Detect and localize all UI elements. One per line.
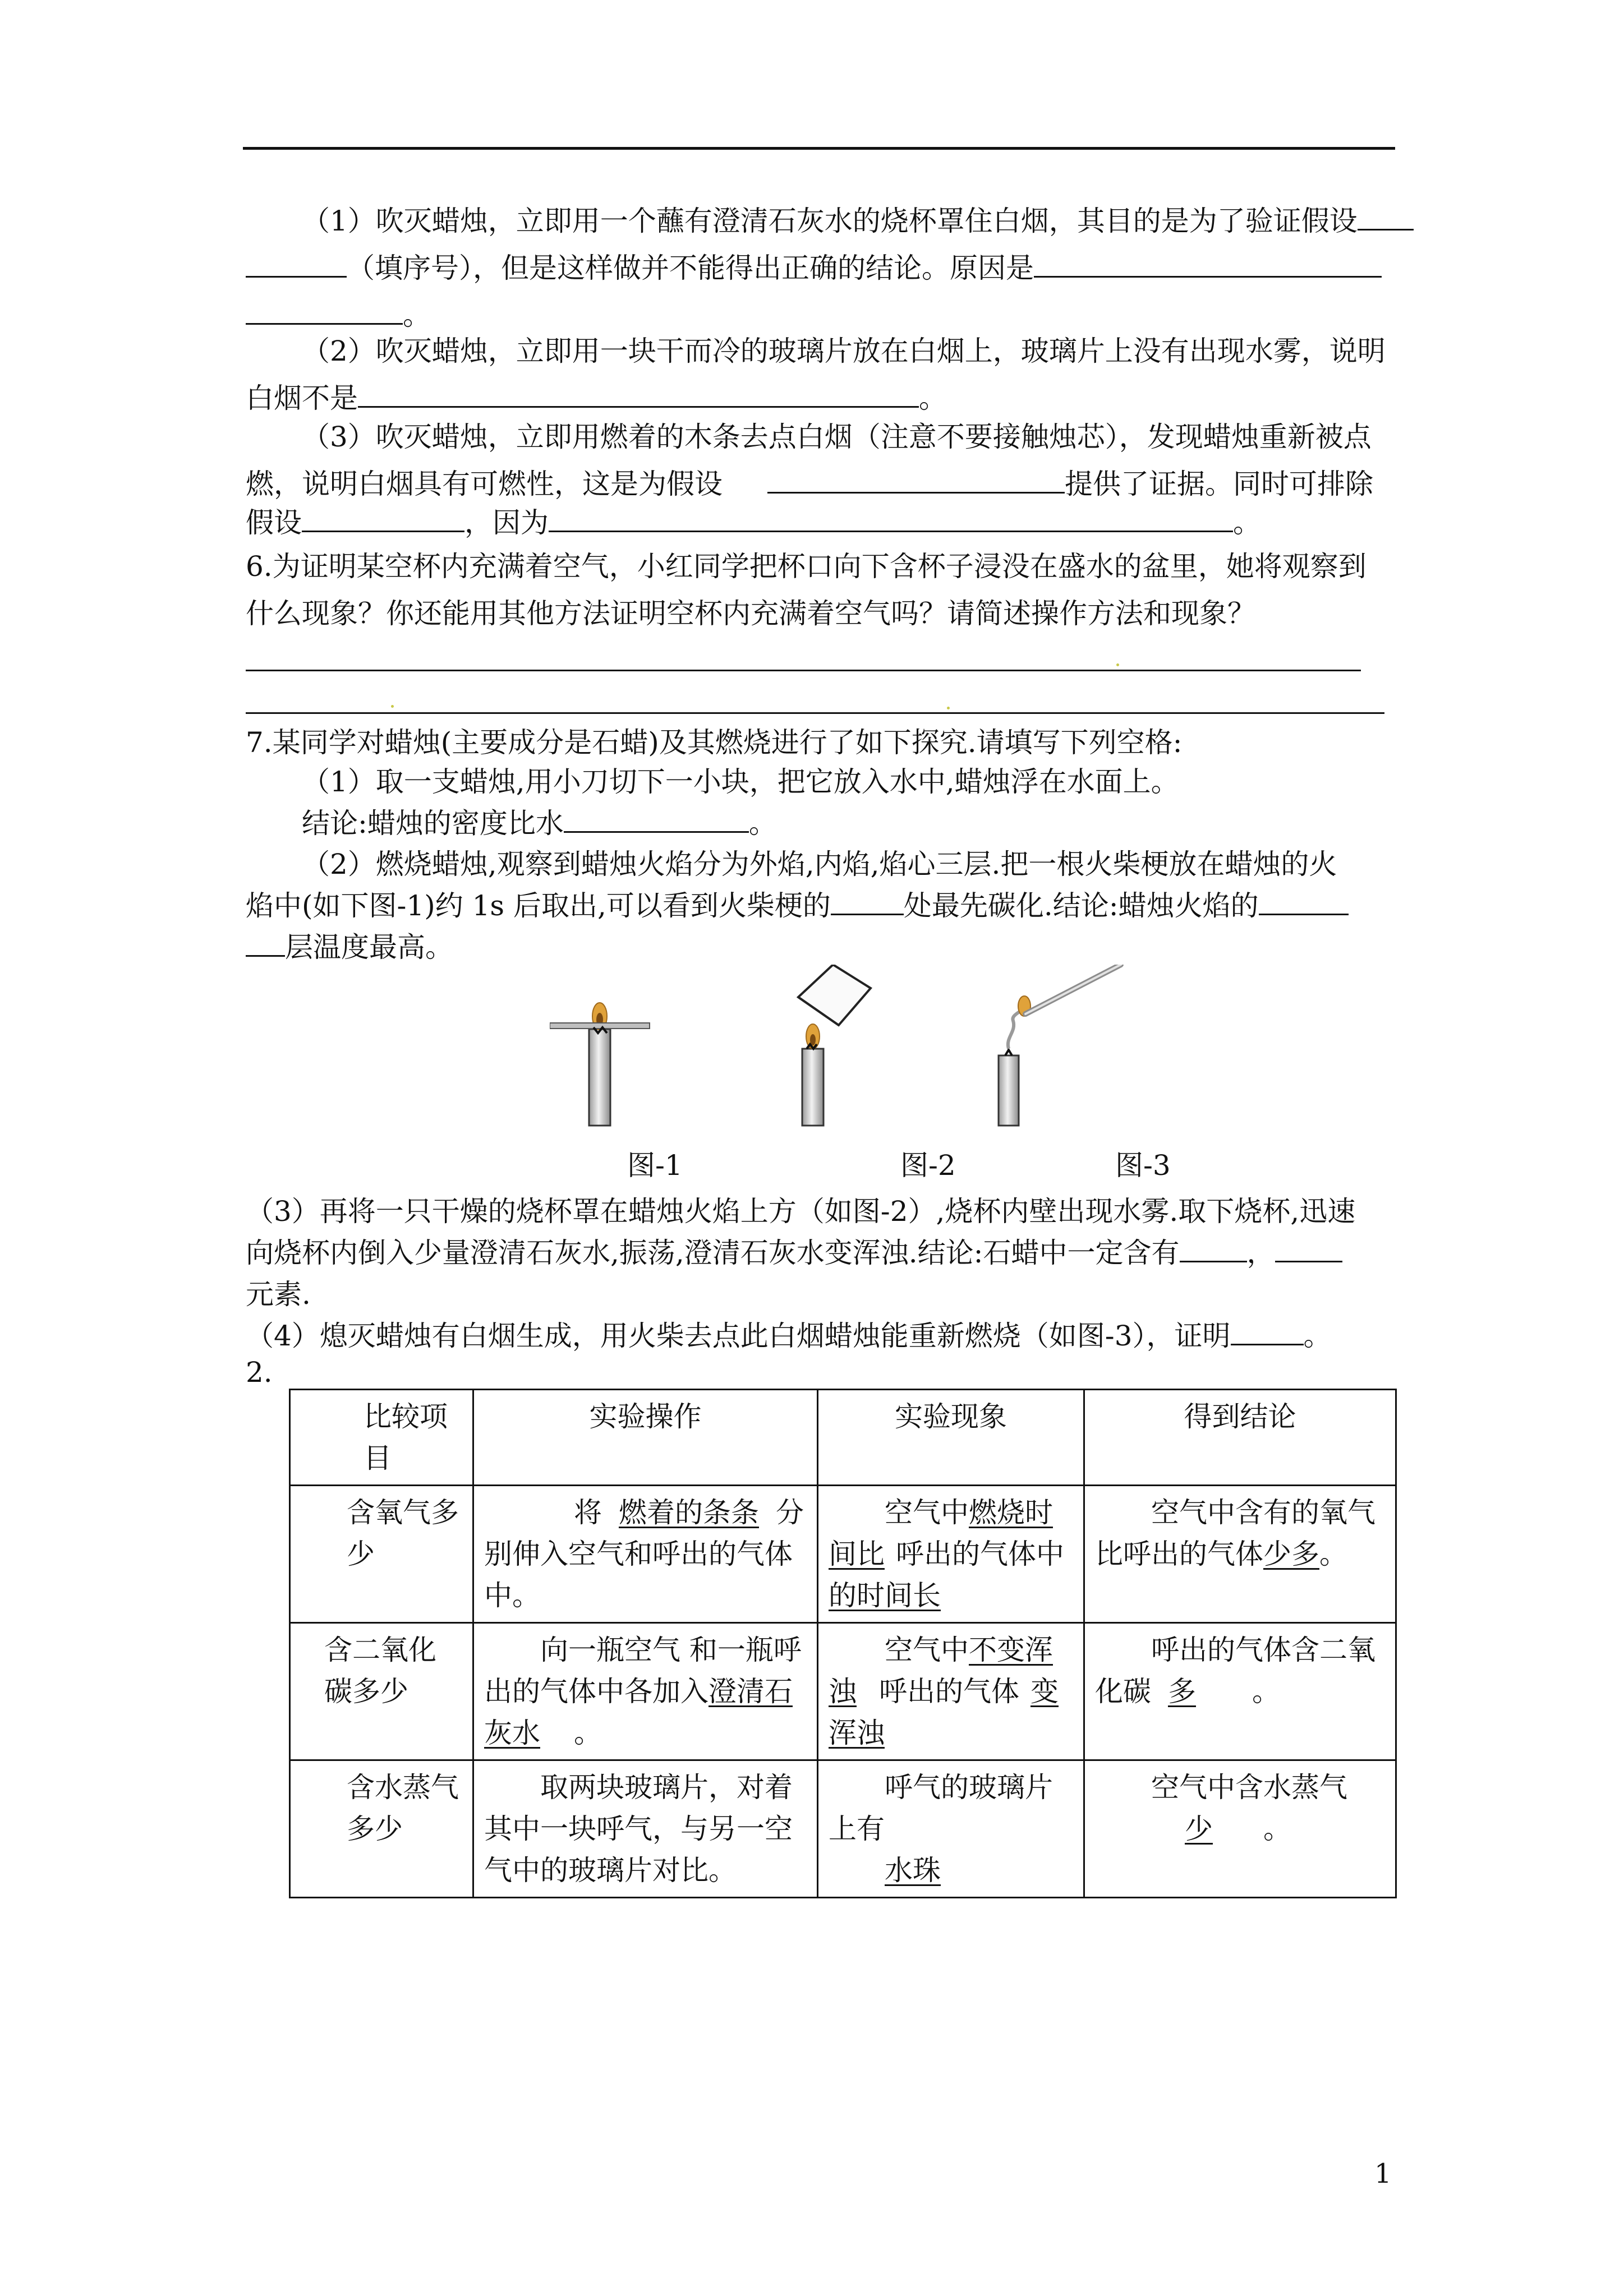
row2-item: 含二氧化碳多少	[290, 1623, 473, 1760]
row2-phenomenon	[818, 1623, 1084, 1760]
q7-part1	[246, 758, 1452, 805]
q5-part3-text-c2: ，因为	[464, 506, 549, 539]
row2-op-text: 向一瓶空气 和一瓶呼出的气体中各加入	[484, 1634, 802, 1708]
punct: 。	[1319, 1538, 1347, 1570]
header-phenomenon: 实验现象	[818, 1390, 1084, 1486]
answer-blank[interactable]	[1358, 200, 1414, 230]
answer-blank[interactable]	[246, 294, 403, 325]
row1-ph-text: 空气中	[885, 1496, 969, 1529]
q5-part3-line3	[246, 499, 1396, 546]
q5-part2-line1	[246, 328, 1452, 375]
q6-text-line2: 什么现象？你还能用其他方法证明空杯内充满着空气吗？请简述操作方法和现象？	[246, 597, 1255, 630]
answer-blank[interactable]	[831, 884, 904, 915]
q5-part2-text-a: （2）吹灭蜡烛，立即用一块干而冷的玻璃片放在白烟上，玻璃片上没有出现水雾，说明	[302, 335, 1386, 367]
table-row	[290, 1623, 1396, 1760]
q5-part1-text-a: （1）吹灭蜡烛，立即用一个蘸有澄清石灰水的烧杯罩住白烟，其目的是为了验证假设	[302, 205, 1358, 237]
row1-con-answer[interactable]: 少多	[1263, 1538, 1319, 1570]
q7-part3-line1	[246, 1188, 1396, 1235]
q5-part1-line1	[246, 197, 1452, 245]
row2-ph-answer-2[interactable]: 变浑浊	[829, 1675, 1059, 1749]
q7-part3-text-c: 元素.	[246, 1278, 311, 1311]
row3-ph-answer[interactable]: 水珠	[885, 1854, 941, 1887]
row1-item: 含氧气多少	[290, 1486, 473, 1623]
q7-part2-line3	[246, 924, 1396, 971]
figure-1-candle-with-match	[550, 1003, 650, 1126]
q6-answer-line-1[interactable]	[246, 670, 1361, 671]
row2-conclusion	[1084, 1623, 1396, 1760]
row2-con-text: 呼出的气体含二氧化碳	[1095, 1634, 1375, 1708]
punct: 。	[1303, 1320, 1332, 1352]
answer-blank[interactable]	[564, 802, 749, 833]
figure-3-relighting-smoke	[999, 965, 1121, 1126]
row1-operation	[473, 1486, 818, 1623]
row3-conclusion	[1084, 1760, 1396, 1898]
answer-blank[interactable]	[358, 377, 919, 408]
row2-ph-text-b: 呼出的气体	[879, 1675, 1019, 1708]
q7-part1-conclusion	[246, 800, 1452, 847]
q6-answer-line-2[interactable]	[246, 712, 1384, 714]
row1-ph-answer-2[interactable]: 的时间长	[829, 1579, 941, 1612]
table-row	[290, 1486, 1396, 1623]
figure-3-label: 图-3	[1115, 1149, 1171, 1182]
q7-part1-conclusion-text: 结论:蜡烛的密度比水	[302, 807, 564, 840]
q5-part3-text-b2: 提供了证据。同时可排除	[1065, 468, 1373, 500]
answer-blank[interactable]	[1259, 884, 1349, 915]
q6-line1	[246, 543, 1396, 590]
table-header-row	[290, 1390, 1396, 1486]
answer-blank[interactable]	[1034, 247, 1382, 278]
header-conclusion: 得到结论	[1084, 1390, 1396, 1486]
candle-figures	[550, 965, 1144, 1133]
q7-part3-text-b1: 向烧杯内倒入少量澄清石灰水,振荡,澄清石灰水变浑浊.结论:石蜡中一定含有	[246, 1237, 1180, 1269]
punct: 。	[748, 807, 777, 840]
row3-ph-text: 呼气的玻璃片上有	[829, 1771, 1053, 1845]
q5-part1-text-b: （填序号），但是这样做并不能得出正确的结论。原因是	[347, 252, 1034, 284]
row3-con-text: 空气中含水蒸气	[1151, 1771, 1347, 1804]
row1-con-text: 空气中含有的氧气比呼出的气体	[1095, 1496, 1375, 1570]
q5-part3-line1	[246, 413, 1452, 460]
figure-1-label: 图-1	[627, 1149, 683, 1182]
q5-part3-text-b1: 燃，说明白烟具有可燃性，这是为假设	[246, 468, 723, 500]
row1-op-text: 将	[574, 1496, 602, 1529]
header-rule	[243, 147, 1395, 150]
q7-part3-line3	[246, 1271, 1396, 1318]
q7-part2-text-c: 层温度最高。	[285, 931, 453, 963]
row2-con-answer[interactable]: 多	[1168, 1675, 1196, 1708]
q7-part3-text-a: （3）再将一只干燥的烧杯罩在蜡烛火焰上方（如图-2）,烧杯内壁出现水雾.取下烧杯,迅速	[246, 1195, 1356, 1228]
punct: 。	[919, 382, 947, 414]
row2-ph-text: 空气中	[885, 1634, 969, 1666]
q7-part1-text: （1）取一支蜡烛,用小刀切下一小块，把它放入水中,蜡烛浮在水面上。	[302, 766, 1179, 798]
q2-number: 2.	[246, 1356, 273, 1389]
comparison-table	[289, 1389, 1397, 1898]
q7-part3-line2	[246, 1229, 1396, 1276]
row3-operation	[473, 1760, 818, 1898]
row1-ph-text-b: 呼出的气体中	[896, 1538, 1064, 1570]
figure-2-candle-with-beaker	[798, 965, 871, 1126]
punct: 。	[403, 299, 431, 331]
answer-blank[interactable]	[1180, 1232, 1247, 1262]
table-row	[290, 1760, 1396, 1898]
row3-phenomenon	[818, 1760, 1084, 1898]
speck	[1116, 663, 1119, 666]
punct: 。	[1252, 1675, 1280, 1708]
row3-con-answer[interactable]: 少	[1185, 1813, 1213, 1845]
row1-conclusion	[1084, 1486, 1396, 1623]
row1-ph-answer-1[interactable]: 燃烧时间比	[829, 1496, 1053, 1570]
figure-2-label: 图-2	[900, 1149, 956, 1182]
answer-blank[interactable]	[302, 501, 464, 532]
row1-op-text-b: 分别伸入空气和呼出的气体中。	[484, 1496, 804, 1612]
row3-op-text: 取两块玻璃片，对着其中一块呼气，与另一空气中的玻璃片对比。	[484, 1771, 793, 1887]
answer-blank[interactable]	[767, 463, 1065, 494]
q5-part3-text-c1: 假设	[246, 506, 302, 539]
speck	[391, 705, 394, 708]
q6-line2	[246, 590, 1396, 637]
q5-part2-text-b: 白烟不是	[246, 382, 358, 414]
q7-part2-line2	[246, 882, 1396, 929]
row3-item: 含水蒸气多少	[290, 1760, 473, 1898]
answer-blank[interactable]	[246, 247, 347, 278]
row1-op-answer[interactable]: 燃着的条条	[619, 1496, 759, 1529]
answer-blank[interactable]	[549, 501, 1233, 532]
q7-part2-text-b2: 处最先碳化.结论:蜡烛火焰的	[903, 889, 1259, 922]
q7-part4-text-a: （4）熄灭蜡烛有白烟生成，用火柴去点此白烟蜡烛能重新燃烧（如图-3），证明	[246, 1320, 1231, 1352]
q7-part2-line1	[246, 841, 1452, 888]
q5-part1-line2	[246, 245, 1396, 292]
row2-op-answer[interactable]: 澄清石灰水	[484, 1675, 793, 1749]
answer-blank[interactable]	[1231, 1315, 1304, 1345]
q7-part2-text-a: （2）燃烧蜡烛,观察到蜡烛火焰分为外焰,内焰,焰心三层.把一根火柴梗放在蜡烛的火	[302, 848, 1337, 880]
answer-blank[interactable]	[246, 926, 285, 957]
row2-operation	[473, 1623, 818, 1760]
page-number: 1	[1374, 2158, 1392, 2189]
punct: ，	[1246, 1237, 1275, 1269]
punct: 。	[1233, 506, 1261, 539]
punct: 。	[1263, 1813, 1291, 1845]
q7-part2-text-b1: 焰中(如下图-1)约 1s 后取出,可以看到火柴梗的	[246, 889, 831, 922]
header-item: 比较项目	[290, 1390, 473, 1486]
row1-phenomenon	[818, 1486, 1084, 1623]
header-operation: 实验操作	[473, 1390, 818, 1486]
punct: 。	[574, 1717, 602, 1749]
answer-blank[interactable]	[1275, 1232, 1342, 1262]
q5-part3-text-a: （3）吹灭蜡烛，立即用燃着的木条去点白烟（注意不要接触烛芯），发现蜡烛重新被点	[302, 421, 1372, 453]
speck	[947, 707, 950, 709]
row2-ph-answer-1[interactable]: 不变浑浊	[829, 1634, 1053, 1708]
q6-text-line1: 6.为证明某空杯内充满着空气，小红同学把杯口向下含杯子浸没在盛水的盆里，她将观察到	[246, 550, 1367, 583]
q7-intro-text: 7.某同学对蜡烛(主要成分是石蜡)及其燃烧进行了如下探究.请填写下列空格:	[246, 726, 1183, 759]
